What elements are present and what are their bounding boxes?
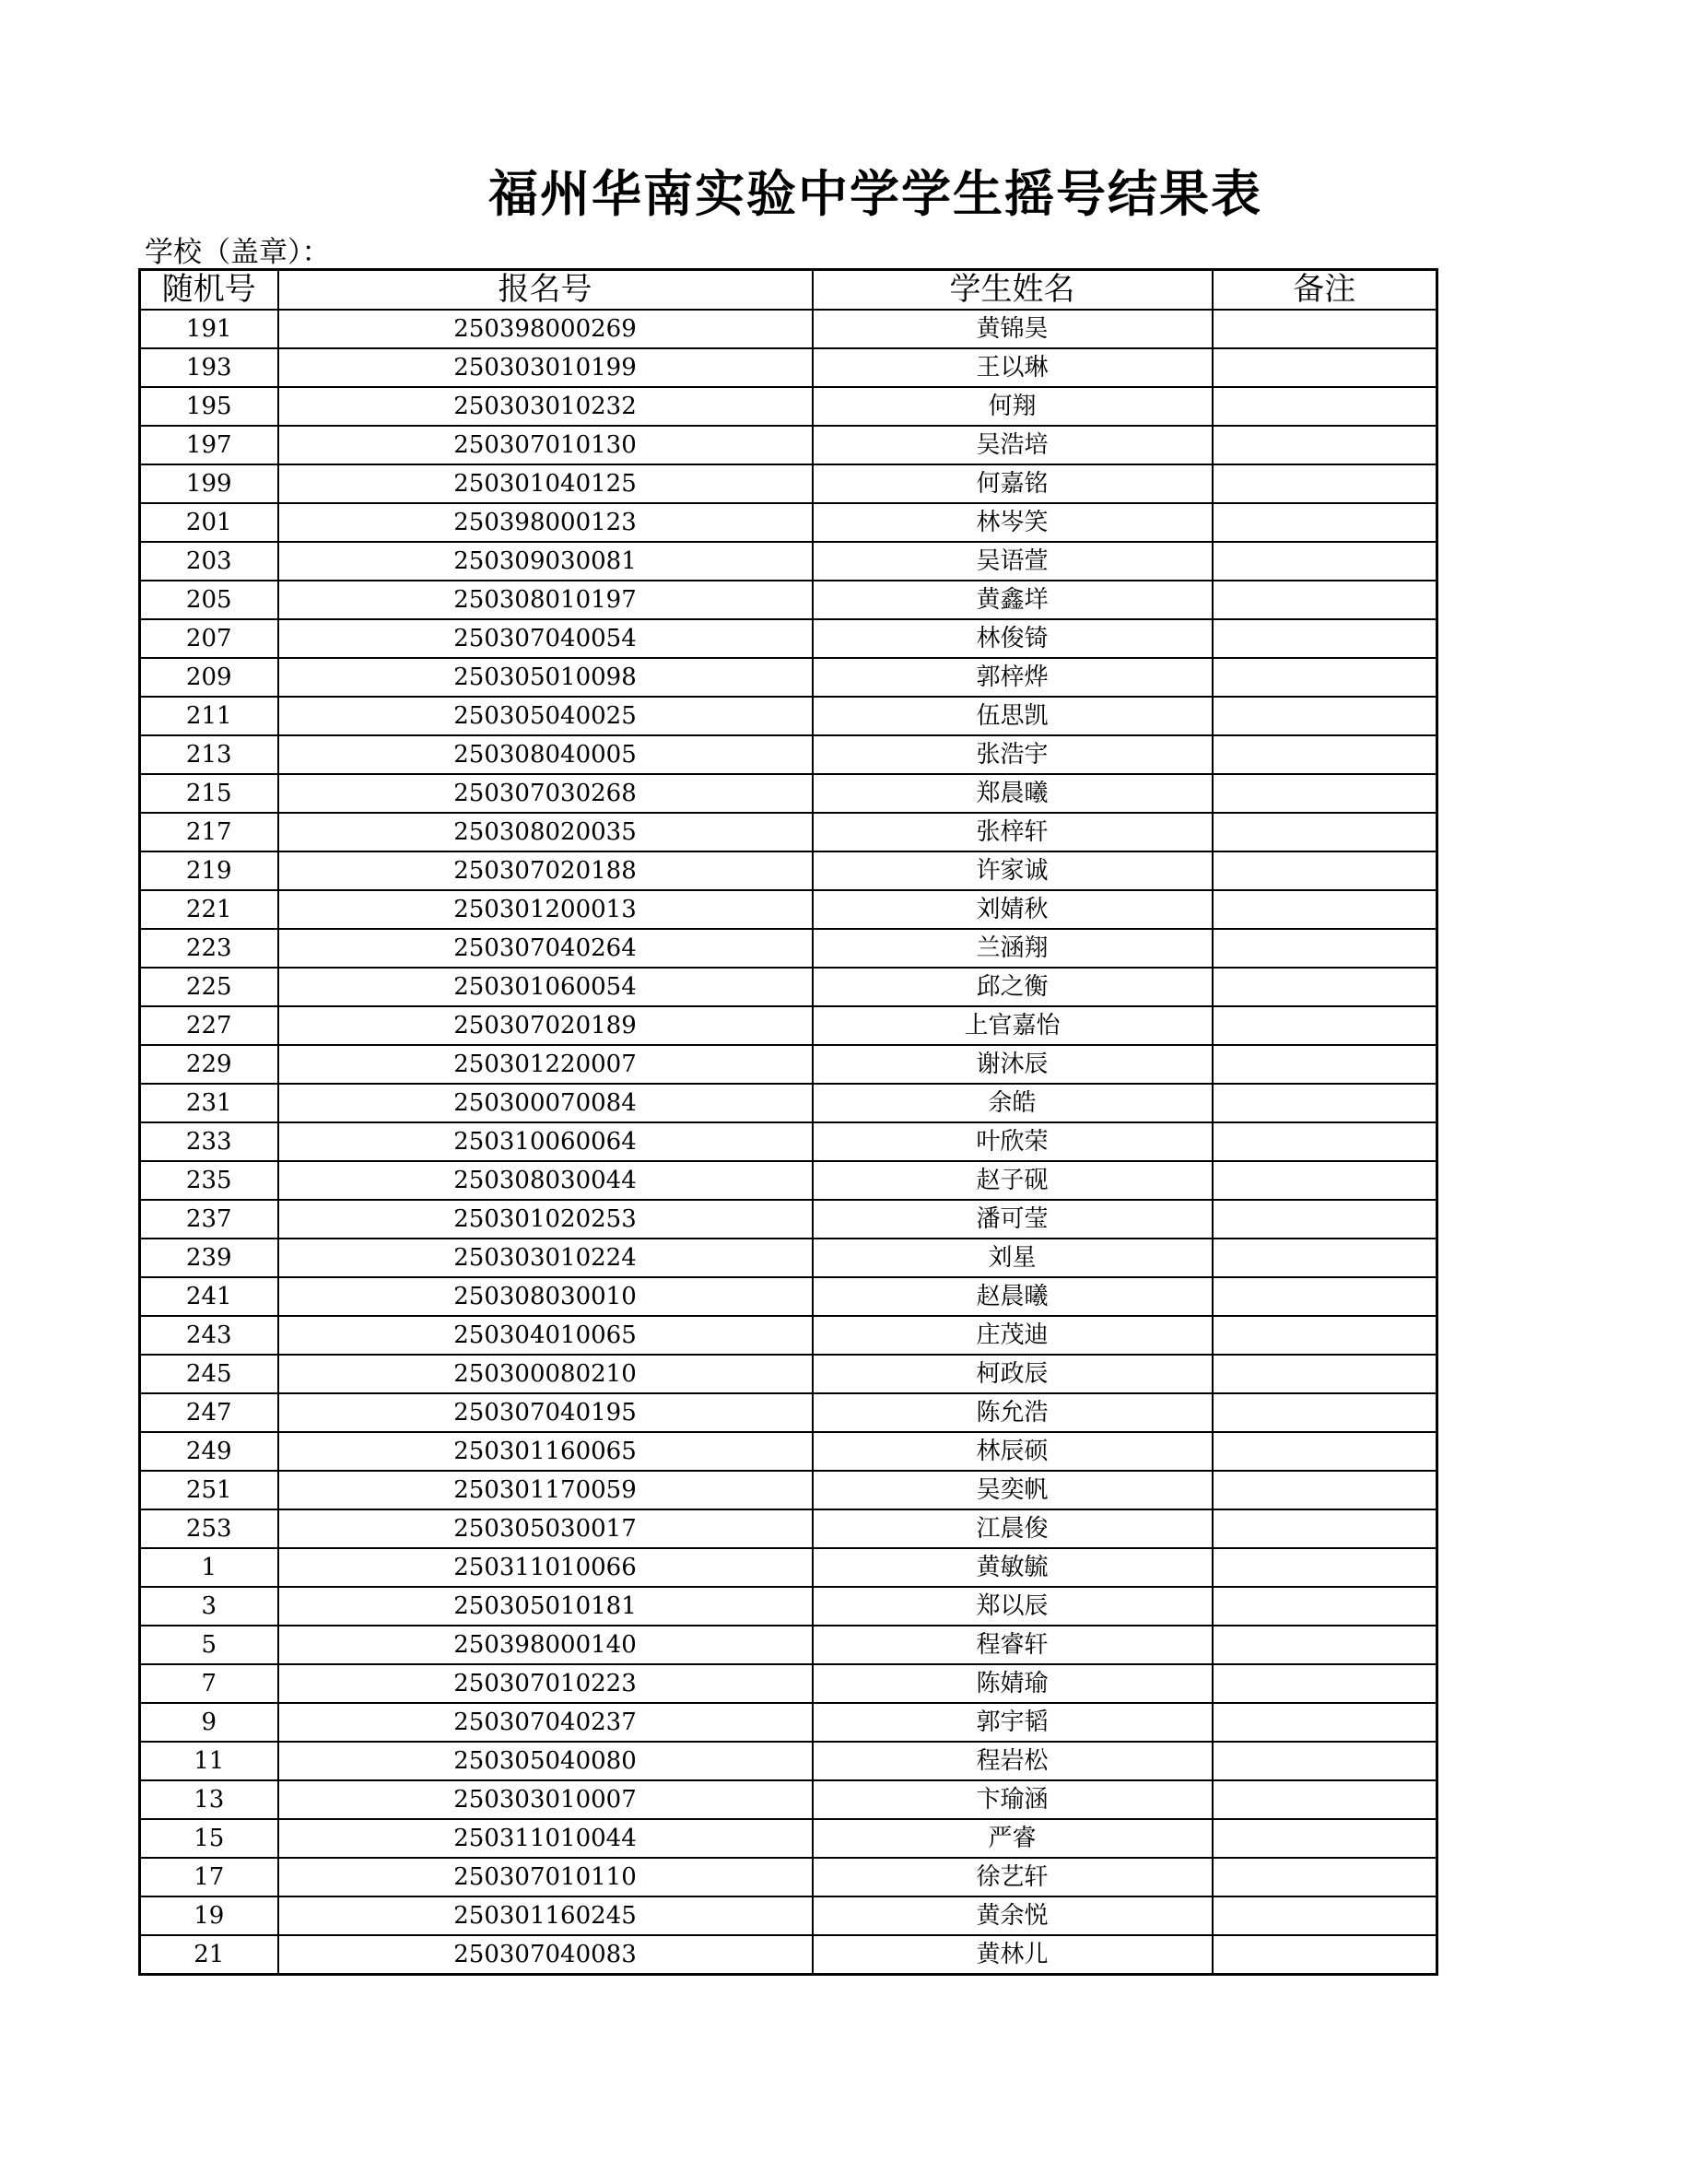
cell-registration-number: 250301020253	[278, 1200, 813, 1239]
cell-registration-number: 250305010181	[278, 1587, 813, 1626]
cell-registration-number: 250308010197	[278, 581, 813, 619]
cell-remarks	[1213, 1432, 1437, 1471]
cell-remarks	[1213, 1200, 1437, 1239]
cell-student-name: 程岩松	[813, 1742, 1213, 1780]
table-row	[140, 1742, 1437, 1780]
cell-random-number: 227	[140, 1006, 278, 1045]
cell-registration-number: 250311010044	[278, 1819, 813, 1858]
cell-registration-number: 250300080210	[278, 1355, 813, 1393]
cell-student-name: 叶欣荣	[813, 1122, 1213, 1161]
table-row	[140, 348, 1437, 387]
cell-student-name: 何嘉铭	[813, 464, 1213, 503]
cell-random-number: 221	[140, 890, 278, 929]
cell-student-name: 何翔	[813, 387, 1213, 426]
cell-random-number: 213	[140, 735, 278, 774]
cell-student-name: 柯政辰	[813, 1355, 1213, 1393]
cell-remarks	[1213, 1084, 1437, 1122]
cell-remarks	[1213, 581, 1437, 619]
table-row	[140, 581, 1437, 619]
cell-random-number: 253	[140, 1509, 278, 1548]
cell-registration-number: 250301160065	[278, 1432, 813, 1471]
cell-remarks	[1213, 851, 1437, 890]
table-row	[140, 503, 1437, 542]
cell-registration-number: 250301200013	[278, 890, 813, 929]
cell-registration-number: 250307040083	[278, 1935, 813, 1975]
cell-registration-number: 250308030044	[278, 1161, 813, 1200]
cell-registration-number: 250303010224	[278, 1239, 813, 1277]
cell-student-name: 吴奕帆	[813, 1471, 1213, 1509]
cell-registration-number: 250398000123	[278, 503, 813, 542]
cell-student-name: 徐艺轩	[813, 1858, 1213, 1896]
cell-student-name: 庄茂迪	[813, 1316, 1213, 1355]
cell-random-number: 233	[140, 1122, 278, 1161]
cell-random-number: 9	[140, 1703, 278, 1742]
table-row	[140, 1316, 1437, 1355]
table-row	[140, 1703, 1437, 1742]
table-row	[140, 1780, 1437, 1819]
cell-random-number: 7	[140, 1664, 278, 1703]
table-header-row	[140, 270, 1437, 311]
cell-student-name: 王以琳	[813, 348, 1213, 387]
table-row	[140, 1277, 1437, 1316]
cell-random-number: 201	[140, 503, 278, 542]
cell-student-name: 张浩宇	[813, 735, 1213, 774]
cell-random-number: 13	[140, 1780, 278, 1819]
cell-registration-number: 250308040005	[278, 735, 813, 774]
header-remarks: 备注	[1213, 270, 1437, 311]
cell-student-name: 郭宇韬	[813, 1703, 1213, 1742]
table-row	[140, 1548, 1437, 1587]
cell-student-name: 黄敏毓	[813, 1548, 1213, 1587]
table-row	[140, 1935, 1437, 1975]
table-row	[140, 929, 1437, 968]
cell-registration-number: 250307010223	[278, 1664, 813, 1703]
cell-random-number: 223	[140, 929, 278, 968]
cell-remarks	[1213, 1277, 1437, 1316]
cell-registration-number: 250303010232	[278, 387, 813, 426]
cell-random-number: 203	[140, 542, 278, 581]
table-row	[140, 1122, 1437, 1161]
cell-registration-number: 250301060054	[278, 968, 813, 1006]
header-random-number: 随机号	[140, 270, 278, 311]
cell-remarks	[1213, 1122, 1437, 1161]
cell-remarks	[1213, 658, 1437, 697]
table-row	[140, 1626, 1437, 1664]
lottery-result-table	[138, 268, 1438, 1976]
cell-random-number: 19	[140, 1896, 278, 1935]
table-row	[140, 464, 1437, 503]
cell-student-name: 余皓	[813, 1084, 1213, 1122]
cell-random-number: 237	[140, 1200, 278, 1239]
table-row	[140, 1471, 1437, 1509]
cell-remarks	[1213, 1161, 1437, 1200]
cell-student-name: 陈婧瑜	[813, 1664, 1213, 1703]
cell-random-number: 211	[140, 697, 278, 735]
cell-remarks	[1213, 1626, 1437, 1664]
cell-remarks	[1213, 697, 1437, 735]
cell-random-number: 239	[140, 1239, 278, 1277]
cell-remarks	[1213, 968, 1437, 1006]
cell-random-number: 207	[140, 619, 278, 658]
cell-student-name: 许家诚	[813, 851, 1213, 890]
cell-student-name: 吴浩培	[813, 426, 1213, 464]
cell-random-number: 197	[140, 426, 278, 464]
cell-remarks	[1213, 929, 1437, 968]
document-title: 福州华南实验中学学生摇号结果表	[488, 164, 1262, 223]
table-row	[140, 1664, 1437, 1703]
cell-registration-number: 250307040264	[278, 929, 813, 968]
table-row	[140, 1432, 1437, 1471]
cell-random-number: 251	[140, 1471, 278, 1509]
table-row	[140, 697, 1437, 735]
cell-registration-number: 250307010110	[278, 1858, 813, 1896]
table-row	[140, 1084, 1437, 1122]
cell-registration-number: 250301170059	[278, 1471, 813, 1509]
table-row	[140, 1045, 1437, 1084]
cell-registration-number: 250301160245	[278, 1896, 813, 1935]
cell-remarks	[1213, 310, 1437, 348]
cell-remarks	[1213, 1587, 1437, 1626]
cell-random-number: 3	[140, 1587, 278, 1626]
table-row	[140, 1239, 1437, 1277]
cell-registration-number: 250307020188	[278, 851, 813, 890]
cell-registration-number: 250398000269	[278, 310, 813, 348]
cell-student-name: 郑以辰	[813, 1587, 1213, 1626]
cell-random-number: 215	[140, 774, 278, 813]
cell-student-name: 郭梓烨	[813, 658, 1213, 697]
cell-registration-number: 250305040080	[278, 1742, 813, 1780]
table-row	[140, 1509, 1437, 1548]
cell-remarks	[1213, 1935, 1437, 1975]
cell-random-number: 217	[140, 813, 278, 851]
table-row	[140, 310, 1437, 348]
cell-remarks	[1213, 1471, 1437, 1509]
cell-remarks	[1213, 1509, 1437, 1548]
cell-remarks	[1213, 735, 1437, 774]
cell-remarks	[1213, 813, 1437, 851]
table-row	[140, 813, 1437, 851]
table-row	[140, 1161, 1437, 1200]
cell-student-name: 赵晨曦	[813, 1277, 1213, 1316]
cell-random-number: 11	[140, 1742, 278, 1780]
cell-student-name: 吴语萱	[813, 542, 1213, 581]
cell-remarks	[1213, 1548, 1437, 1587]
cell-remarks	[1213, 1780, 1437, 1819]
school-seal-label: 学校（盖章）：	[145, 236, 331, 269]
table-row	[140, 1006, 1437, 1045]
cell-registration-number: 250300070084	[278, 1084, 813, 1122]
cell-remarks	[1213, 1664, 1437, 1703]
table-row	[140, 968, 1437, 1006]
cell-student-name: 上官嘉怡	[813, 1006, 1213, 1045]
cell-remarks	[1213, 1703, 1437, 1742]
cell-student-name: 伍思凯	[813, 697, 1213, 735]
cell-student-name: 邱之衡	[813, 968, 1213, 1006]
table-row	[140, 851, 1437, 890]
cell-registration-number: 250309030081	[278, 542, 813, 581]
cell-remarks	[1213, 426, 1437, 464]
cell-student-name: 陈允浩	[813, 1393, 1213, 1432]
table-body	[140, 310, 1437, 1975]
cell-student-name: 黄余悦	[813, 1896, 1213, 1935]
cell-random-number: 219	[140, 851, 278, 890]
cell-random-number: 205	[140, 581, 278, 619]
cell-remarks	[1213, 890, 1437, 929]
cell-student-name: 赵子砚	[813, 1161, 1213, 1200]
cell-remarks	[1213, 1006, 1437, 1045]
header-registration-number: 报名号	[278, 270, 813, 311]
cell-student-name: 严睿	[813, 1819, 1213, 1858]
table-row	[140, 658, 1437, 697]
cell-registration-number: 250307020189	[278, 1006, 813, 1045]
table-row	[140, 1355, 1437, 1393]
table-row	[140, 890, 1437, 929]
cell-student-name: 张梓轩	[813, 813, 1213, 851]
cell-remarks	[1213, 1742, 1437, 1780]
cell-registration-number: 250305030017	[278, 1509, 813, 1548]
cell-remarks	[1213, 1896, 1437, 1935]
cell-registration-number: 250398000140	[278, 1626, 813, 1664]
cell-student-name: 黄鑫垟	[813, 581, 1213, 619]
cell-student-name: 林辰硕	[813, 1432, 1213, 1471]
cell-random-number: 245	[140, 1355, 278, 1393]
table-row	[140, 1896, 1437, 1935]
header-student-name: 学生姓名	[813, 270, 1213, 311]
cell-remarks	[1213, 542, 1437, 581]
cell-remarks	[1213, 348, 1437, 387]
cell-student-name: 黄林儿	[813, 1935, 1213, 1975]
cell-registration-number: 250307040054	[278, 619, 813, 658]
cell-random-number: 1	[140, 1548, 278, 1587]
cell-student-name: 刘婧秋	[813, 890, 1213, 929]
cell-registration-number: 250307040195	[278, 1393, 813, 1432]
cell-remarks	[1213, 464, 1437, 503]
cell-random-number: 193	[140, 348, 278, 387]
cell-registration-number: 250311010066	[278, 1548, 813, 1587]
cell-registration-number: 250303010199	[278, 348, 813, 387]
cell-remarks	[1213, 1393, 1437, 1432]
cell-random-number: 249	[140, 1432, 278, 1471]
table-row	[140, 735, 1437, 774]
cell-random-number: 15	[140, 1819, 278, 1858]
cell-registration-number: 250305010098	[278, 658, 813, 697]
cell-student-name: 卞瑜涵	[813, 1780, 1213, 1819]
table-row	[140, 387, 1437, 426]
cell-random-number: 195	[140, 387, 278, 426]
cell-remarks	[1213, 1355, 1437, 1393]
table-row	[140, 1200, 1437, 1239]
cell-random-number: 231	[140, 1084, 278, 1122]
cell-student-name: 江晨俊	[813, 1509, 1213, 1548]
table-row	[140, 619, 1437, 658]
cell-random-number: 225	[140, 968, 278, 1006]
cell-random-number: 191	[140, 310, 278, 348]
cell-random-number: 209	[140, 658, 278, 697]
cell-remarks	[1213, 387, 1437, 426]
table-row	[140, 1587, 1437, 1626]
cell-registration-number: 250310060064	[278, 1122, 813, 1161]
cell-random-number: 243	[140, 1316, 278, 1355]
cell-registration-number: 250301040125	[278, 464, 813, 503]
cell-remarks	[1213, 1858, 1437, 1896]
cell-remarks	[1213, 1239, 1437, 1277]
cell-student-name: 刘星	[813, 1239, 1213, 1277]
cell-random-number: 21	[140, 1935, 278, 1975]
cell-random-number: 241	[140, 1277, 278, 1316]
cell-student-name: 黄锦昊	[813, 310, 1213, 348]
cell-registration-number: 250301220007	[278, 1045, 813, 1084]
cell-random-number: 229	[140, 1045, 278, 1084]
cell-student-name: 潘可莹	[813, 1200, 1213, 1239]
cell-remarks	[1213, 1819, 1437, 1858]
cell-registration-number: 250308020035	[278, 813, 813, 851]
cell-student-name: 郑晨曦	[813, 774, 1213, 813]
table-row	[140, 774, 1437, 813]
cell-random-number: 199	[140, 464, 278, 503]
cell-remarks	[1213, 774, 1437, 813]
cell-random-number: 5	[140, 1626, 278, 1664]
cell-registration-number: 250304010065	[278, 1316, 813, 1355]
cell-remarks	[1213, 503, 1437, 542]
cell-student-name: 谢沐辰	[813, 1045, 1213, 1084]
cell-random-number: 247	[140, 1393, 278, 1432]
cell-random-number: 17	[140, 1858, 278, 1896]
cell-remarks	[1213, 1045, 1437, 1084]
cell-remarks	[1213, 1316, 1437, 1355]
table-row	[140, 1393, 1437, 1432]
cell-random-number: 235	[140, 1161, 278, 1200]
table-row	[140, 426, 1437, 464]
table-row	[140, 1858, 1437, 1896]
cell-registration-number: 250307040237	[278, 1703, 813, 1742]
cell-student-name: 兰涵翔	[813, 929, 1213, 968]
cell-student-name: 程睿轩	[813, 1626, 1213, 1664]
cell-registration-number: 250305040025	[278, 697, 813, 735]
cell-remarks	[1213, 619, 1437, 658]
cell-registration-number: 250307010130	[278, 426, 813, 464]
cell-registration-number: 250303010007	[278, 1780, 813, 1819]
cell-registration-number: 250307030268	[278, 774, 813, 813]
cell-student-name: 林俊锜	[813, 619, 1213, 658]
cell-registration-number: 250308030010	[278, 1277, 813, 1316]
cell-student-name: 林岑笑	[813, 503, 1213, 542]
table-row	[140, 1819, 1437, 1858]
table-row	[140, 542, 1437, 581]
